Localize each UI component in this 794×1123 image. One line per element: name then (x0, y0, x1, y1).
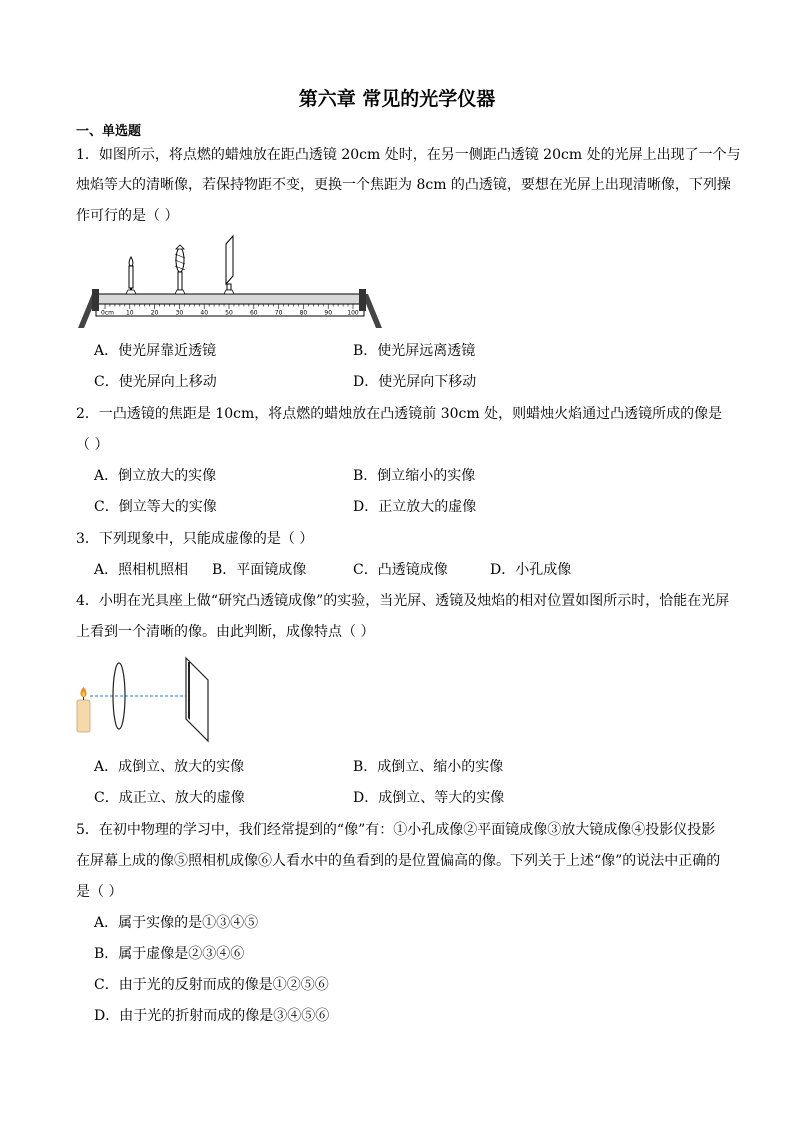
screen-on-bench (224, 236, 234, 294)
q2-option-b: B．倒立缩小的实像 (353, 468, 476, 484)
q5-line-1: 5．在初中物理的学习中，我们经常提到的“像”有：①小孔成像②平面镜成像③放大镜成像④投影仪投影 (76, 822, 716, 838)
q3-option-d: D．小孔成像 (490, 562, 572, 578)
q1-line-2: 烛焰等大的清晰像，若保持物距不变，更换一个焦距为 8cm 的凸透镜，要想在光屏上出现清晰像，下列操 (76, 177, 731, 193)
q5-option-d: D．由于光的折射而成的像是③④⑤⑥ (94, 1008, 330, 1024)
q5-line-2: 在屏幕上成的像⑤照相机成像⑥人看水中的鱼看到的是位置偏高的像。下列关于上述“像”的说法中正确的 (76, 853, 721, 869)
q5-option-a: A．属于实像的是①③④⑤ (94, 915, 259, 931)
convex-lens (113, 663, 125, 729)
scale-tick-label: 40 (200, 309, 209, 317)
q4-option-b: B．成倒立、缩小的实像 (353, 759, 504, 775)
candle-icon (77, 687, 90, 732)
optical-bench-figure (78, 236, 388, 332)
scale-tick-label: 90 (324, 309, 333, 317)
q4-line-2: 上看到一个清晰的像。由此判断，成像特点（ ） (76, 624, 375, 640)
q3-option-a: A．照相机照相 (94, 562, 189, 578)
screen-edge (188, 662, 190, 720)
scale-tick-label: 50 (225, 309, 233, 317)
q5-option-c: C．由于光的反射而成的像是①②⑤⑥ (94, 977, 329, 993)
q1-option-c: C．使光屏向上移动 (94, 374, 217, 390)
q1-option-a: A．使光屏靠近透镜 (94, 343, 217, 359)
q3-line-1: 3．下列现象中，只能成虚像的是（ ） (76, 531, 314, 547)
scale-tick-label: 70 (274, 309, 283, 317)
q2-line-1: 2．一凸透镜的焦距是 10cm，将点燃的蜡烛放在凸透镜前 30cm 处，则蜡烛火焰通过凸透镜所成的像是 (76, 406, 723, 422)
q2-option-d: D．正立放大的虚像 (353, 499, 477, 515)
scale-tick-label: 100 (347, 309, 359, 317)
q2-line-2: （ ） (76, 437, 109, 453)
section-heading: 一、单选题 (76, 124, 142, 139)
q2-option-a: A．倒立放大的实像 (94, 468, 217, 484)
bench-right-post (359, 289, 366, 311)
q1-line-3: 作可行的是（ ） (76, 208, 179, 224)
scale-tick-label: 30 (175, 309, 184, 317)
q3-option-c: C．凸透镜成像 (353, 562, 448, 578)
q5-option-b: B．属于虚像是②③④⑥ (94, 946, 245, 962)
page-title: 第六章 常见的光学仪器 (298, 88, 496, 110)
q1-line-1: 1．如图所示，将点燃的蜡烛放在距凸透镜 20cm 处时，在另一侧距凸透镜 20cm 处的光屏上出现了一个与 (76, 147, 741, 163)
candle-on-bench (126, 257, 136, 294)
lens-on-bench (175, 245, 185, 294)
candle-lens-screen-figure (74, 654, 214, 746)
bench-rail (96, 294, 364, 304)
bench-left-post (92, 289, 99, 311)
q4-option-a: A．成倒立、放大的实像 (94, 759, 245, 775)
q1-option-b: B．使光屏远离透镜 (353, 343, 476, 359)
q4-option-c: C．成正立、放大的虚像 (94, 790, 245, 806)
q4-line-1: 4．小明在光具座上做“研究凸透镜成像”的实验，当光屏、透镜及烛焰的相对位置如图所示时，恰能在光屏 (76, 593, 730, 609)
scale-tick-label: 60 (249, 309, 258, 317)
scale-tick-label: 20 (150, 309, 159, 317)
scale-tick-label: 10 (125, 309, 134, 317)
scale-tick-label: 80 (299, 309, 308, 317)
q4-option-d: D．成倒立、等大的实像 (353, 790, 505, 806)
scale-tick-label: 0cm (101, 309, 114, 317)
q5-line-3: 是（ ） (76, 884, 123, 900)
q3-option-b: B．平面镜成像 (212, 562, 307, 578)
q2-option-c: C．倒立等大的实像 (94, 499, 217, 515)
q1-option-d: D．使光屏向下移动 (353, 374, 477, 390)
